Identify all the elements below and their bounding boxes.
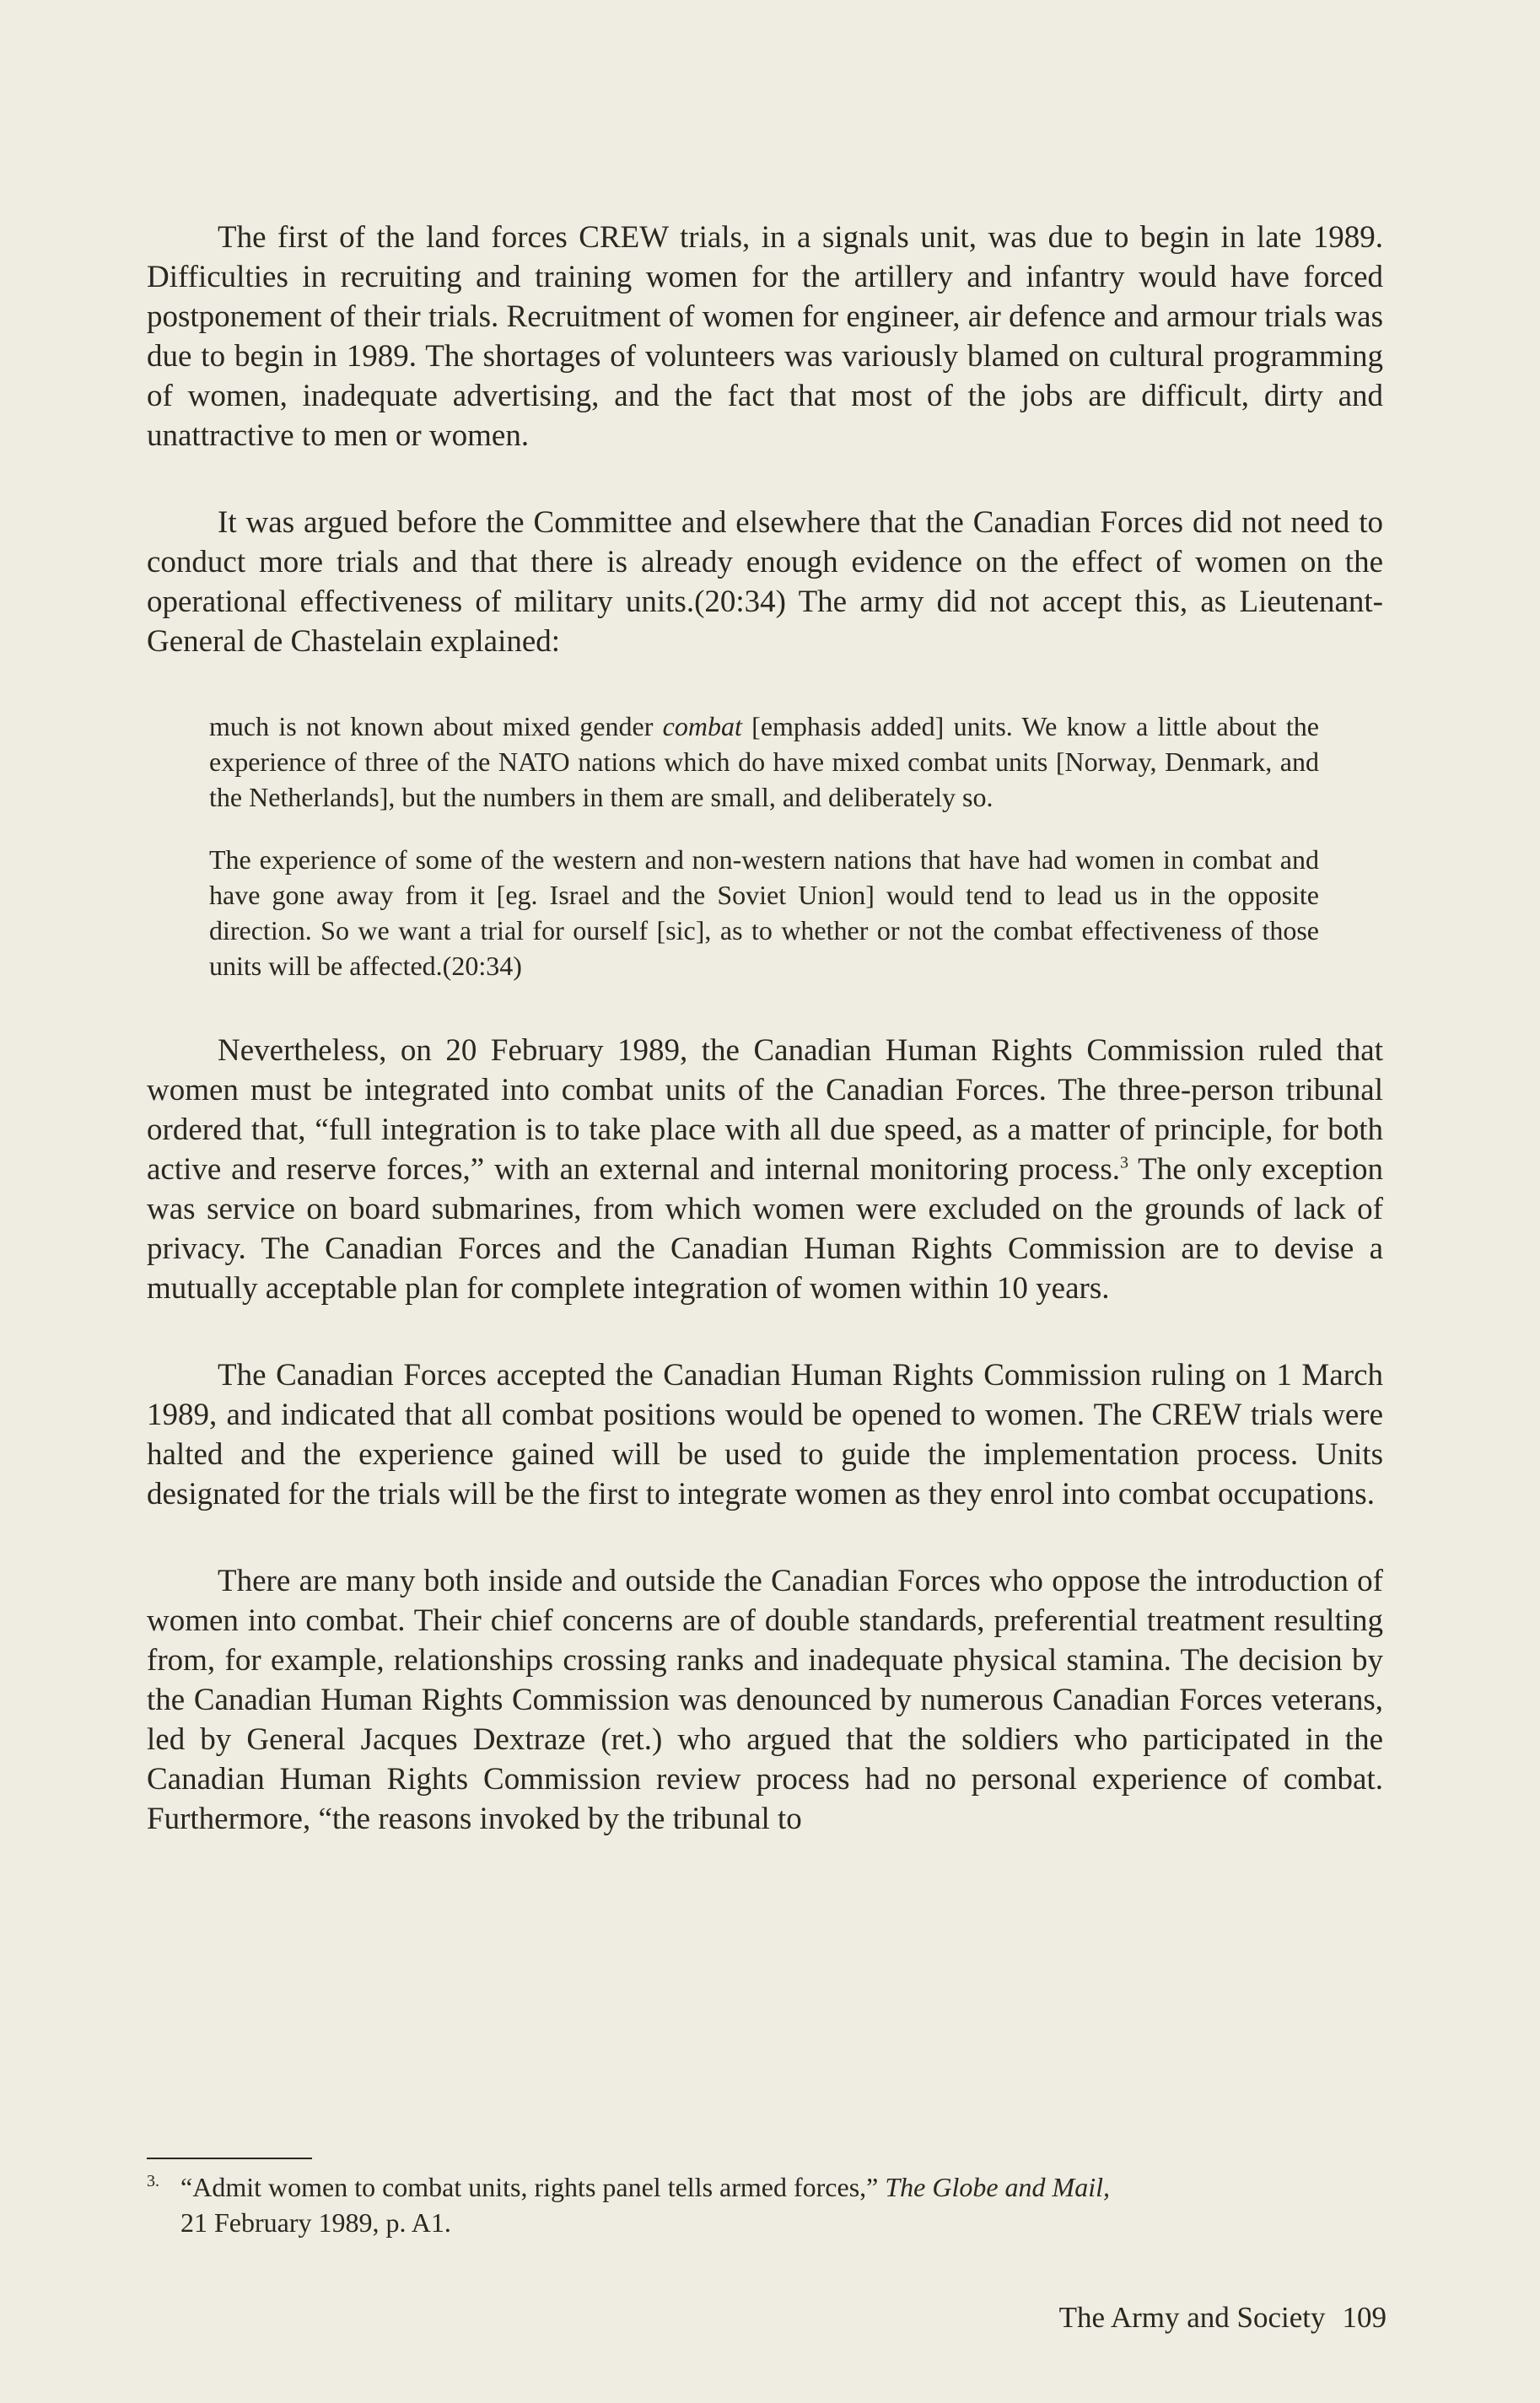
footnote: 3. “Admit women to combat units, rights panel tells armed forces,” The Globe and Mail, 21 February 1989, p. A1. [147,2169,1383,2240]
footnote-date: 21 February 1989, p. A1. [180,2207,451,2238]
page-body [147,218,1383,1839]
paragraph-forces-accepted: The Canadian Forces accepted the Canadian Human Rights Commission ruling on 1 March 1989, and indicated that all combat positions would be opened to women. The CREW trials were halted and the experience gained will be used to guide the implementation process. Units designated for the trials will be the first to integrate women as they enrol into combat occupations. [147,1358,1383,1511]
quote1-emphasis: combat [662,711,742,741]
block-quote-2: The experience of some of the western and non-western nations that have had women in combat and have gone away from it [eg. Israel and the Soviet Union] would tend to lead us in the opposite direction. So we want a trial for ourself [sic], as to whether or not the combat effectiveness of those units will be affected.(20:34) [209,844,1319,981]
quote1-before: much is not known about mixed gender [209,711,663,741]
block-quote-1 [209,709,1319,815]
page-number: 109 [1342,2301,1387,2334]
footnote-divider [147,2158,312,2159]
quote1-after: [emphasis added] units. We know a little about the experience of three of the NATO nations which do have mixed combat units [Norway, Denmark, and the Netherlands], but the numbers in them are small, and deliberately so. [209,711,1319,812]
paragraph-crew-trials: The first of the land forces CREW trials, in a signals unit, was due to begin in late 1989. Difficulties in recruiting and training women for the artillery and infantry would have forced postponement of their trials. Recruitment of women for engineer, air defence and armour trials was due to begin in 1989. The shortages of volunteers was variously blamed on cultural programming of women, inadequate advertising, and the fact that most of the jobs are difficult, dirty and unattractive to men or women. [147,220,1383,453]
footnote-article-title: “Admit women to combat units, rights panel tells armed forces,” [180,2172,886,2202]
running-footer [1059,2300,1387,2336]
running-title: The Army and Society [1058,2301,1326,2334]
footnote-publication: The Globe and Mail, [885,2172,1110,2202]
footnote-text [180,2172,1110,2202]
paragraph-opposition: There are many both inside and outside the Canadian Forces who oppose the introduction of women into combat. Their chief concerns are of double standards, preferential treatment resulting from, for example, relationships crossing ranks and inadequate physical stamina. The decision by the Canadian Human Rights Commission was denounced by numerous Canadian Forces veterans, led by General Jacques Dextraze (ret.) who argued that the soldiers who participated in the Canadian Human Rights Commission review process had no personal experience of combat. Furthermore, “the reasons invoked by the tribunal to [147,1564,1383,1836]
footnote-reference[interactable]: 3 [1120,1153,1128,1172]
para3-before: Nevertheless, on 20 February 1989, the Canadian Human Rights Commission ruled that women must be integrated into combat units of the Canadian Forces. The three-person tribunal ordered that, “full integration is to take place with all due speed, as a matter of principle, for both active and reserve forces,” with an external and internal monitoring process. [147,1033,1383,1187]
paragraph-committee-argument: It was argued before the Committee and elsewhere that the Canadian Forces did not need to conduct more trials and that there is already enough evidence on the effect of women on the operational effectiveness of military units.(20:34) The army did not accept this, as Lieutenant-General de Chastelain explained: [147,505,1383,659]
para3-after: The only exception was service on board submarines, from which women were excluded on the grounds of lack of privacy. The Canadian Forces and the Canadian Human Rights Commission are to devise a mutually acceptable plan for complete integration of women within 10 years. [147,1152,1383,1306]
paragraph-human-rights-ruling [147,1031,1383,1308]
